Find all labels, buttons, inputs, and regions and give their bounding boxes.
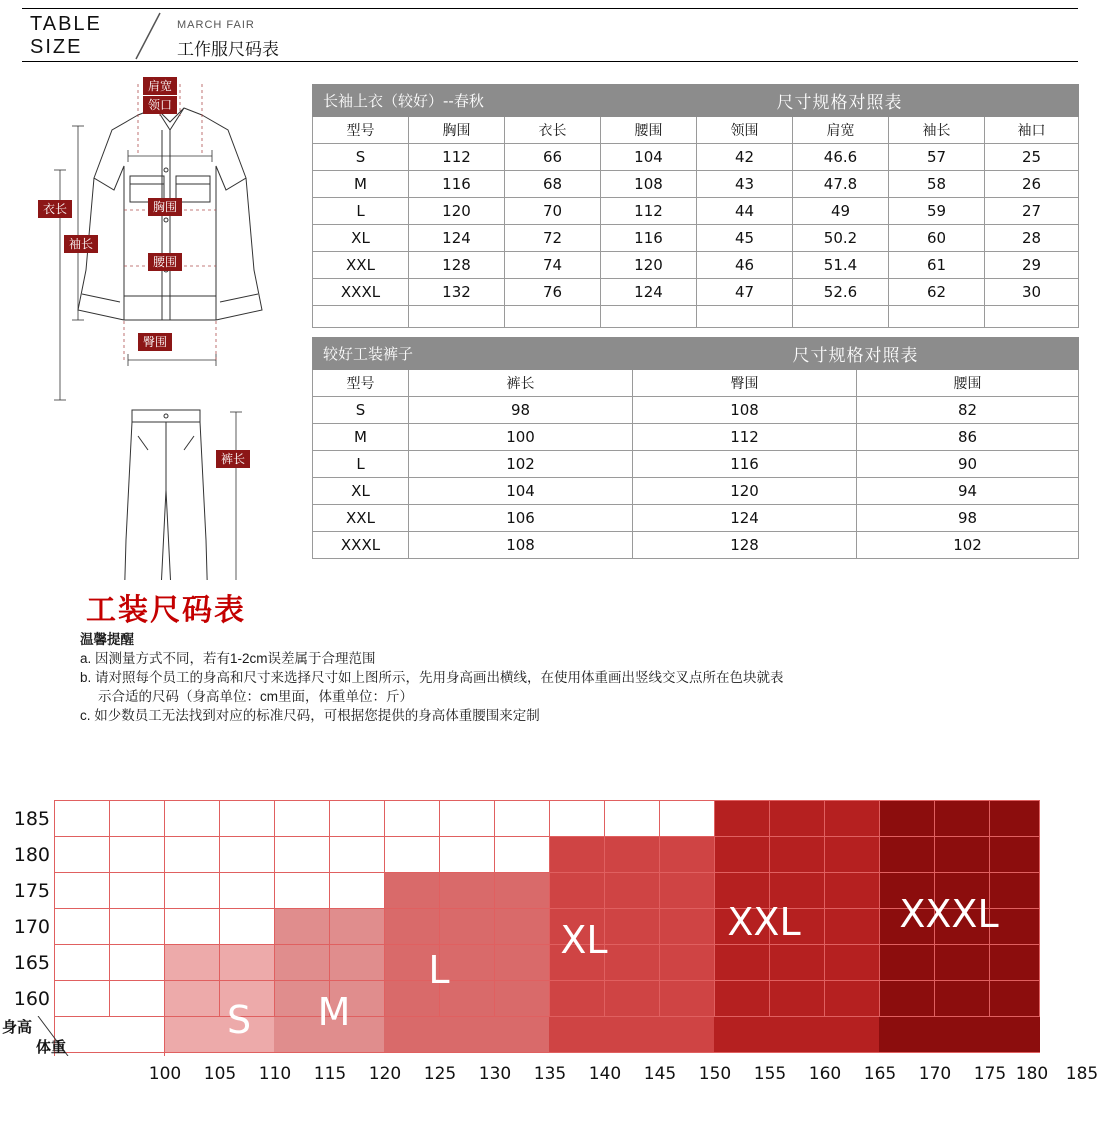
pants-cell: S: [313, 397, 409, 424]
pants-cell: 106: [409, 505, 633, 532]
jacket-cell: XXL: [313, 252, 409, 279]
matrix-gridline-v: [329, 800, 330, 1016]
matrix-y-label: 170: [13, 916, 50, 938]
table-row: [313, 198, 1079, 225]
matrix-y-label: 165: [13, 952, 50, 974]
jacket-cell: 70: [505, 198, 601, 225]
jacket-cell: XL: [313, 225, 409, 252]
pants-cell: 82: [857, 397, 1079, 424]
table-row: [313, 144, 1079, 171]
matrix-y-label: 185: [13, 808, 50, 830]
jacket-header-cell: 袖口: [985, 117, 1079, 144]
matrix-axis-x-title: 体重: [36, 1039, 67, 1056]
jacket-cell: 120: [409, 198, 505, 225]
jacket-cell: 124: [601, 279, 697, 306]
pants-size-table: [312, 337, 1079, 559]
note-line-c: c. 如少数员工无法找到对应的标准尺码，可根据您提供的身高体重腰围来定制: [80, 708, 540, 723]
jacket-table-title-row: [313, 85, 1079, 117]
jacket-cell: 104: [601, 144, 697, 171]
pants-cell: 108: [633, 397, 857, 424]
matrix-y-label: 160: [13, 988, 50, 1010]
page-header: [22, 8, 1078, 62]
pants-cell: 104: [409, 478, 633, 505]
jacket-cell: 72: [505, 225, 601, 252]
label-coat-length: 衣长: [38, 200, 72, 218]
jacket-cell: 50.2: [793, 225, 889, 252]
note-line-b1: b. 请对照每个员工的身高和尺寸来选择尺寸如上图所示，先用身高画出横线，在使用体重画出竖线交叉点所在色块就表: [80, 670, 784, 685]
matrix-x-label: 115: [313, 1064, 347, 1084]
jacket-cell: 74: [505, 252, 601, 279]
header-title-line1: TABLE: [30, 13, 102, 35]
matrix-gridline-v: [604, 800, 605, 1016]
label-trouser-length: 裤长: [216, 450, 250, 468]
matrix-gridline-v: [549, 800, 550, 1016]
jacket-cell: 116: [601, 225, 697, 252]
matrix-size-label-XXL: XXL: [727, 900, 801, 944]
matrix-gridline-v: [384, 800, 385, 1016]
matrix-size-label-S: S: [226, 998, 252, 1042]
note-line-b2: 示合适的尺码（身高单位：cm里面，体重单位：斤）: [98, 689, 413, 704]
pants-cell: 86: [857, 424, 1079, 451]
jacket-cell: 128: [409, 252, 505, 279]
jacket-cell: 76: [505, 279, 601, 306]
matrix-x-label: 125: [423, 1064, 457, 1084]
pants-size-table-wrap: [312, 337, 1079, 559]
matrix-size-label-M: M: [317, 990, 351, 1034]
pants-cell: 102: [409, 451, 633, 478]
jacket-cell: 60: [889, 225, 985, 252]
pants-header-cell: 臀围: [633, 370, 857, 397]
jacket-header-cell: 肩宽: [793, 117, 889, 144]
matrix-x-label: 130: [478, 1064, 512, 1084]
slash-divider-icon: [130, 11, 168, 61]
table-row: [313, 532, 1079, 559]
jacket-cell: 47: [697, 279, 793, 306]
matrix-gridline-v: [164, 800, 165, 1056]
label-collar: 领口: [143, 96, 177, 114]
matrix-gridline-h: [54, 980, 1040, 981]
jacket-table-title-left: 长袖上衣（较好）--春秋: [313, 85, 601, 117]
jacket-cell: 132: [409, 279, 505, 306]
jacket-header-cell: 型号: [313, 117, 409, 144]
pants-cell: 120: [633, 478, 857, 505]
pants-header-cell: 裤长: [409, 370, 633, 397]
jacket-cell: 120: [601, 252, 697, 279]
jacket-cell: 59: [889, 198, 985, 225]
pants-table-title-center: 尺寸规格对照表: [633, 338, 1079, 370]
matrix-y-label: 175: [13, 880, 50, 902]
jacket-size-table-wrap: [312, 84, 1079, 328]
matrix-x-label: 150: [698, 1064, 732, 1084]
matrix-x-label: 145: [643, 1064, 677, 1084]
header-title-line2: SIZE: [30, 36, 83, 58]
pants-header-cell: 型号: [313, 370, 409, 397]
jacket-cell: 45: [697, 225, 793, 252]
jacket-cell: 66: [505, 144, 601, 171]
matrix-x-label: 155: [753, 1064, 787, 1084]
matrix-gridline-h: [54, 836, 1040, 837]
table-row: [313, 478, 1079, 505]
matrix-gridline-v: [219, 800, 220, 1016]
jacket-cell: 44: [697, 198, 793, 225]
pants-cell: 94: [857, 478, 1079, 505]
jacket-cell: 112: [409, 144, 505, 171]
matrix-x-label: 175: [973, 1064, 1007, 1084]
matrix-x-label: 140: [588, 1064, 622, 1084]
jacket-header-cell: 衣长: [505, 117, 601, 144]
brand-name-en: MARCH FAIR: [177, 19, 255, 31]
jacket-cell: 124: [409, 225, 505, 252]
pants-cell: XL: [313, 478, 409, 505]
pants-cell: 124: [633, 505, 857, 532]
jacket-cell: 27: [985, 198, 1079, 225]
pants-cell: L: [313, 451, 409, 478]
jacket-table-blank-row: [313, 306, 1079, 328]
jacket-header-cell: 袖长: [889, 117, 985, 144]
pants-header-cell: 腰围: [857, 370, 1079, 397]
matrix-gridline-h: [54, 800, 1040, 801]
pants-cell: 128: [633, 532, 857, 559]
jacket-header-cell: 领围: [697, 117, 793, 144]
pants-cell: 108: [409, 532, 633, 559]
pants-cell: 100: [409, 424, 633, 451]
pants-table-title-left: 较好工装裤子: [313, 338, 633, 370]
page-title: 工装尺码表: [86, 594, 246, 627]
table-row: [313, 279, 1079, 306]
jacket-header-cell: 腰围: [601, 117, 697, 144]
brand-name-cn: 工作服尺码表: [177, 40, 279, 59]
jacket-cell: 28: [985, 225, 1079, 252]
table-row: [313, 424, 1079, 451]
matrix-gridline-v: [109, 800, 110, 1016]
pants-cell: 98: [409, 397, 633, 424]
matrix-gridline-h: [54, 872, 1040, 873]
table-row: [313, 397, 1079, 424]
jacket-cell: S: [313, 144, 409, 171]
matrix-gridline-v: [659, 800, 660, 1016]
pants-cell: 102: [857, 532, 1079, 559]
matrix-x-label: 100: [148, 1064, 182, 1084]
jacket-cell: XXXL: [313, 279, 409, 306]
matrix-x-label: 105: [203, 1064, 237, 1084]
jacket-cell: 57: [889, 144, 985, 171]
matrix-y-label: 180: [13, 844, 50, 866]
jacket-cell: M: [313, 171, 409, 198]
matrix-region-L-step: [494, 872, 549, 908]
matrix-x-label: 160: [808, 1064, 842, 1084]
label-chest: 胸围: [148, 198, 182, 216]
matrix-size-label-XXXL: XXXL: [899, 892, 999, 936]
jacket-cell: 26: [985, 171, 1079, 198]
table-row: [313, 451, 1079, 478]
label-shoulder-width: 肩宽: [143, 77, 177, 95]
jacket-cell: 30: [985, 279, 1079, 306]
notes-block: [80, 630, 980, 725]
jacket-cell: 108: [601, 171, 697, 198]
matrix-gridline-h: [54, 1052, 1040, 1053]
pants-cell: M: [313, 424, 409, 451]
matrix-gridline-v: [274, 800, 275, 1016]
size-matrix-chart: [2, 800, 1099, 1084]
matrix-axis-corner: [0, 1016, 164, 1056]
jacket-cell: L: [313, 198, 409, 225]
table-row: [313, 505, 1079, 532]
pants-cell: 98: [857, 505, 1079, 532]
matrix-x-label: 135: [533, 1064, 567, 1084]
jacket-size-table: [312, 84, 1079, 328]
jacket-cell: 49: [793, 198, 889, 225]
matrix-x-label: 110: [258, 1064, 292, 1084]
jacket-cell: 68: [505, 171, 601, 198]
jacket-cell: 61: [889, 252, 985, 279]
pants-table-header-row: [313, 370, 1079, 397]
label-hip: 臀围: [138, 333, 172, 351]
table-row: [313, 225, 1079, 252]
jacket-cell: 29: [985, 252, 1079, 279]
label-waist: 腰围: [148, 253, 182, 271]
jacket-cell: 112: [601, 198, 697, 225]
matrix-x-label: 170: [918, 1064, 952, 1084]
pants-table-title-row: [313, 338, 1079, 370]
matrix-size-label-L: L: [428, 948, 450, 992]
jacket-header-cell: 胸围: [409, 117, 505, 144]
jacket-cell: 58: [889, 171, 985, 198]
pants-cell: XXL: [313, 505, 409, 532]
pants-cell: 90: [857, 451, 1079, 478]
pants-cell: XXXL: [313, 532, 409, 559]
matrix-gridline-v: [494, 800, 495, 1016]
pants-cell: 116: [633, 451, 857, 478]
jacket-cell: 51.4: [793, 252, 889, 279]
garment-illustration: [20, 70, 310, 580]
jacket-table-title-center: 尺寸规格对照表: [601, 85, 1079, 117]
matrix-x-label: 185: [1065, 1064, 1099, 1084]
garment-drawing-icon: [20, 70, 310, 580]
notes-heading: 温馨提醒: [80, 632, 134, 647]
pants-cell: 112: [633, 424, 857, 451]
matrix-gridline-h: [54, 1016, 1040, 1017]
jacket-cell: 62: [889, 279, 985, 306]
jacket-cell: 42: [697, 144, 793, 171]
jacket-cell: 25: [985, 144, 1079, 171]
jacket-cell: 46: [697, 252, 793, 279]
matrix-size-label-XL: XL: [560, 918, 608, 962]
matrix-axis-y-title: 身高: [2, 1019, 33, 1036]
jacket-cell: 47.8: [793, 171, 889, 198]
jacket-cell: 46.6: [793, 144, 889, 171]
jacket-cell: 43: [697, 171, 793, 198]
matrix-x-label: 180: [1015, 1064, 1049, 1084]
matrix-x-label: 165: [863, 1064, 897, 1084]
jacket-table-header-row: [313, 117, 1079, 144]
note-line-a: a. 因测量方式不同，若有1-2cm误差属于合理范围: [80, 651, 376, 666]
jacket-cell: 116: [409, 171, 505, 198]
label-sleeve-length: 袖长: [64, 235, 98, 253]
table-row: [313, 252, 1079, 279]
jacket-cell: 52.6: [793, 279, 889, 306]
header-title-block: [30, 13, 102, 59]
table-row: [313, 171, 1079, 198]
matrix-x-label: 120: [368, 1064, 402, 1084]
